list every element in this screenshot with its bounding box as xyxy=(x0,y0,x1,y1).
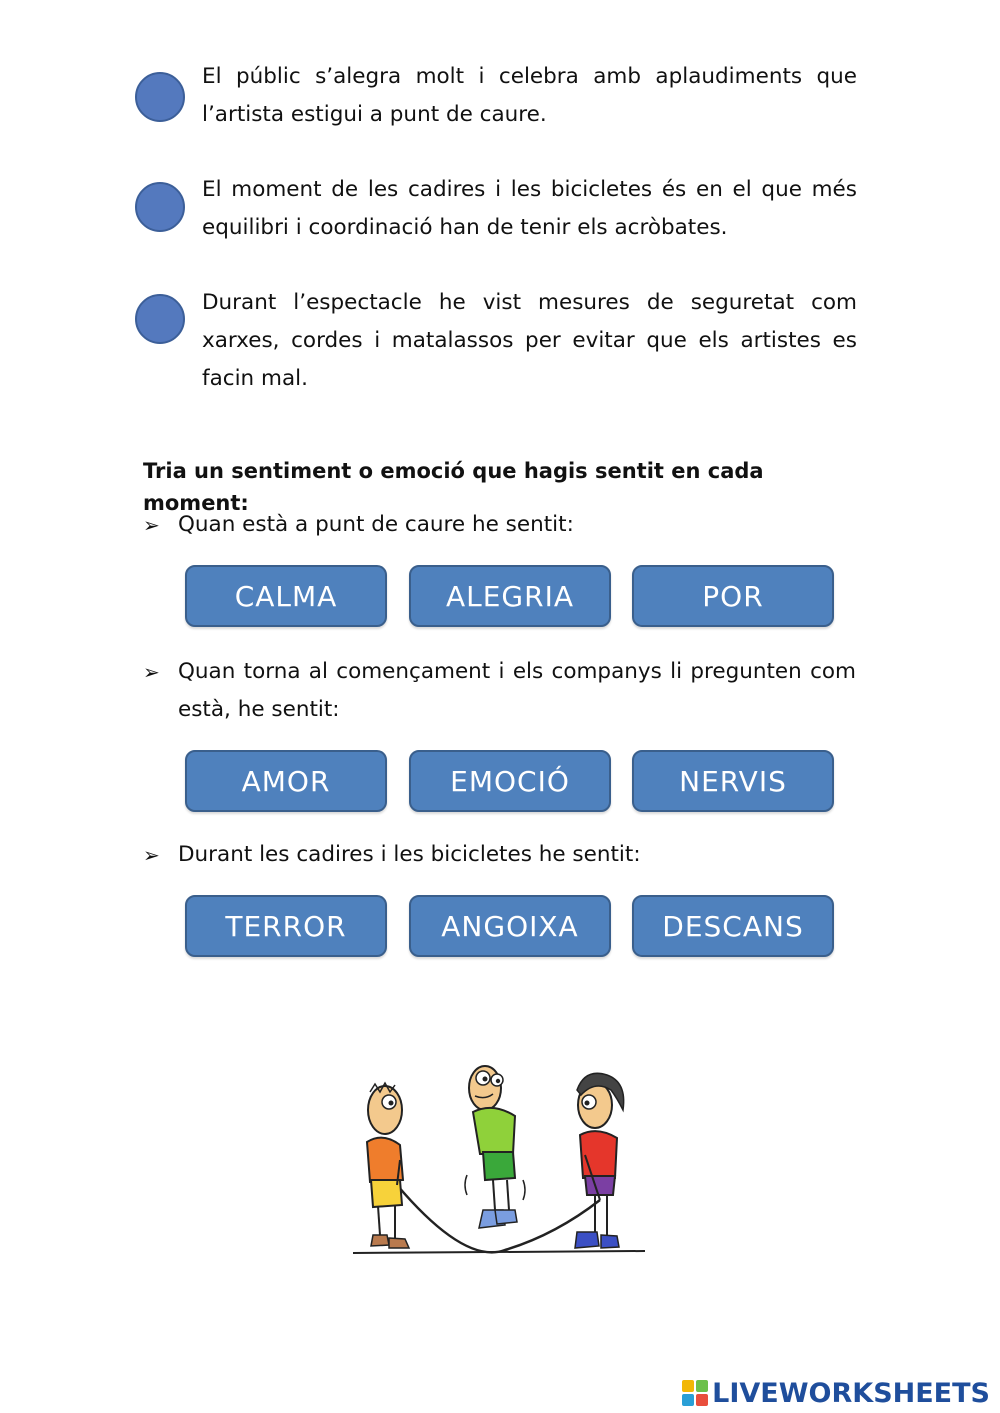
question-text: Durant les cadires i les bicicletes he sentit: xyxy=(178,842,641,867)
arrow-bullet-icon: ➢ xyxy=(143,843,160,867)
question-text: Quan torna al començament i els companys li pregunten com està, he sentit: xyxy=(178,659,856,722)
option-button[interactable]: POR xyxy=(632,565,834,627)
option-button[interactable]: DESCANS xyxy=(632,895,834,957)
children-jumping-rope-illustration xyxy=(345,1050,655,1265)
logo-text: LIVEWORKSHEETS xyxy=(712,1377,990,1409)
statement-text: El moment de les cadires i les bicicletes és en el que més equilibri i coordinació han de tenir els acròbates. xyxy=(202,177,857,240)
liveworksheets-logo-icon xyxy=(682,1380,708,1406)
arrow-bullet-icon: ➢ xyxy=(143,660,160,684)
option-button[interactable]: NERVIS xyxy=(632,750,834,812)
answer-circle-1[interactable] xyxy=(135,72,185,122)
question-text: Quan està a punt de caure he sentit: xyxy=(178,512,574,537)
option-button[interactable]: ALEGRIA xyxy=(409,565,611,627)
statement-text: El públic s’alegra molt i celebra amb aplaudiments que l’artista estigui a punt de caure. xyxy=(202,64,857,127)
liveworksheets-logo xyxy=(682,1376,990,1410)
answer-circle-3[interactable] xyxy=(135,294,185,344)
option-button[interactable]: TERROR xyxy=(185,895,387,957)
section-heading: Tria un sentiment o emoció que hagis sentit en cada moment: xyxy=(143,459,764,515)
answer-circle-2[interactable] xyxy=(135,182,185,232)
option-button[interactable]: AMOR xyxy=(185,750,387,812)
arrow-bullet-icon: ➢ xyxy=(143,513,160,537)
statement-text: Durant l’espectacle he vist mesures de seguretat com xarxes, cordes i matalassos per evitar que els artistes es facin mal. xyxy=(202,290,857,391)
option-button[interactable]: EMOCIÓ xyxy=(409,750,611,812)
option-button[interactable]: CALMA xyxy=(185,565,387,627)
option-button[interactable]: ANGOIXA xyxy=(409,895,611,957)
